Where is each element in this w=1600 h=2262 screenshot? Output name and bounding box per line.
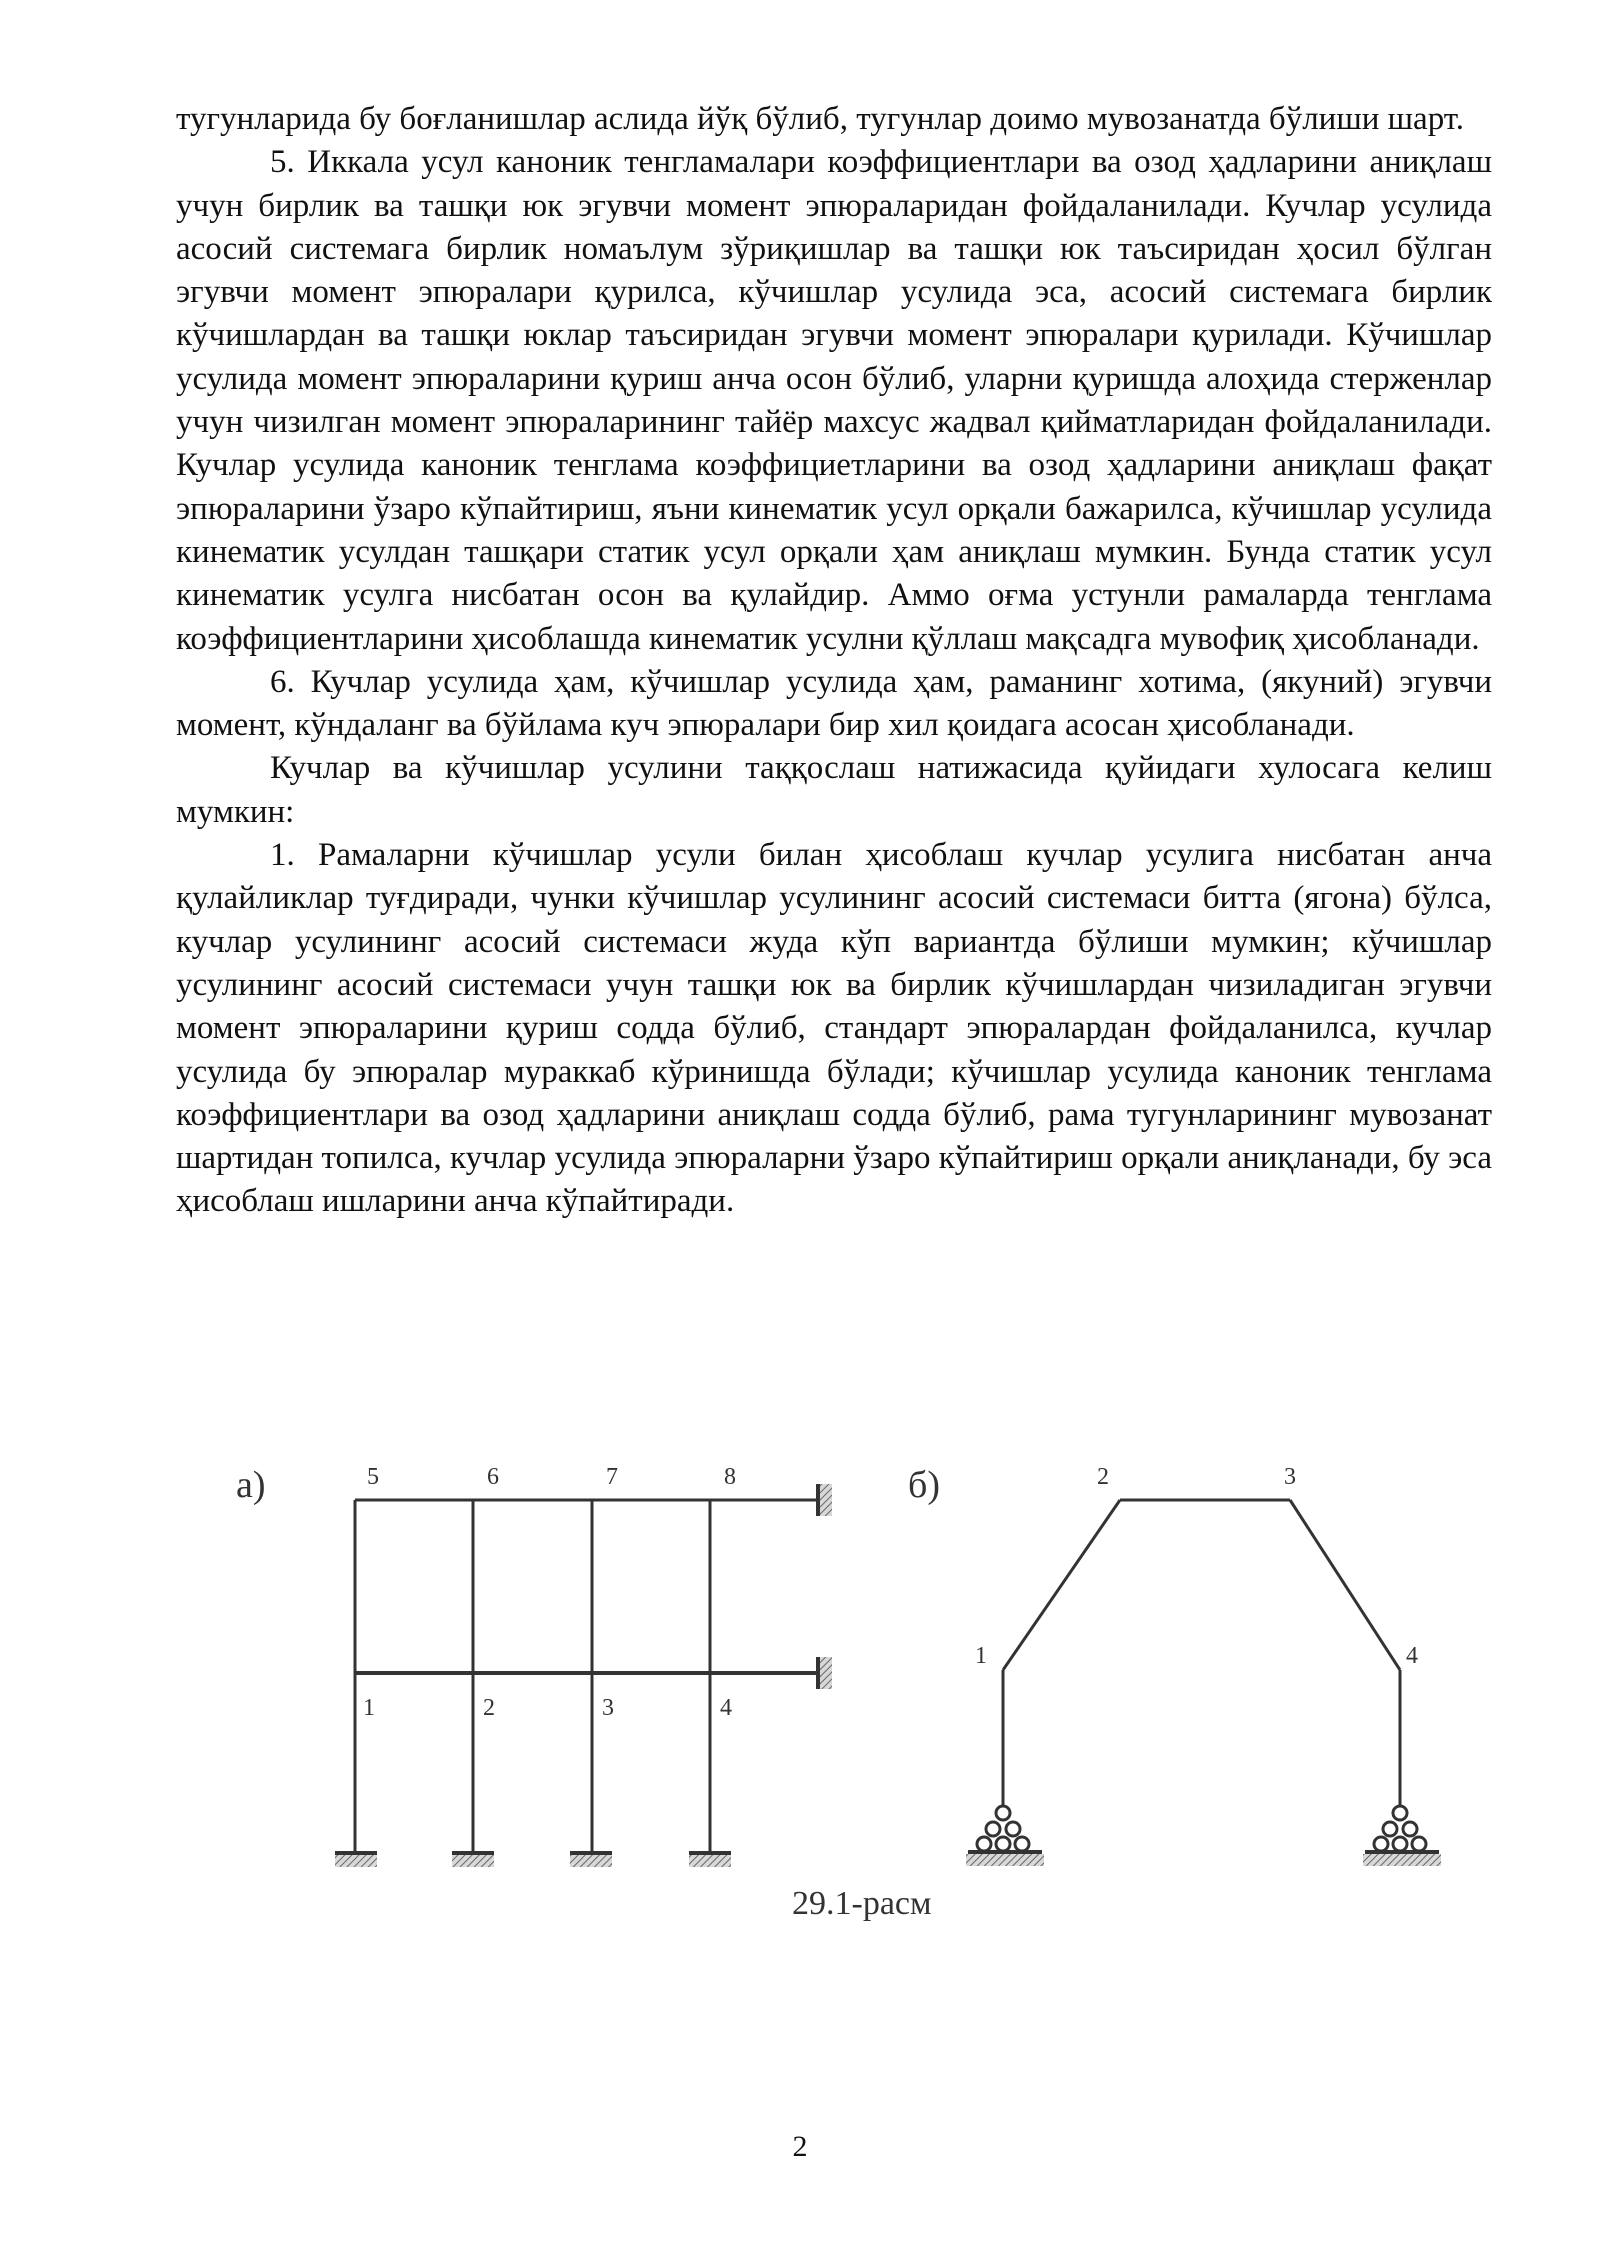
paragraph: 6. Кучлар усулида ҳам, кўчишлар усулида ҳам, раманинг хотима, (якуний) эгувчи момент, кўндаланг ва бўйлама куч эпюралари бир хил қоидага асосан ҳисобланади. [176, 663, 1492, 744]
node-label: 1 [363, 1695, 375, 1721]
frame-b [968, 1500, 1439, 1852]
node-label: 5 [367, 1464, 379, 1490]
label-a: а) [236, 1464, 266, 1506]
node-label: 2 [1097, 1464, 1109, 1490]
frame-a [335, 1484, 818, 1853]
right-rafter [1290, 1500, 1400, 1670]
paragraph: 5. Иккала усул каноник тенгламалари коэффициентлари ва озод ҳадларини аниқлаш учун бирлик ва ташқи юк эгувчи момент эпюраларидан фойдаланилади. Кучлар усулида асосий системага бирлик номаълум зўриқишлар ва ташқи юк таъсиридан ҳосил бўлган эгувчи момент эпюралари қурилса, кўчишлар усулида эса, асосий системага бирлик кўчишлардан ва ташқи юклар таъсиридан эгувчи момент эпюралари қурилади. Кўчишлар усулида момент эпюраларини қуриш анча осон бўлиб, уларни қуришда алоҳида стерженлар учун чизилган момент эпюраларининг тайёр махсус жадвал қийматларидан фойдаланилади. Кучлар усулида каноник тенглама коэффициетларини ва озод ҳадларини аниқлаш фақат эпюраларини ўзаро кўпайтириш, яъни кинематик усул орқали бажарилса, кўчишлар усулида кинематик усулдан ташқари статик усул орқали ҳам аниқлаш мумкин. Бунда статик усул кинематик усулга нисбатан осон ва қулайдир. Аммо оғма устунли рамаларда тенглама коэффициентларини ҳисоблашда кинематик усулни қўллаш мақсадга мувофиқ ҳисобланади. [176, 144, 1492, 657]
frame-b-node-labels [975, 1464, 1418, 1669]
node-label: 1 [975, 1643, 987, 1669]
pinned-support-left [968, 1806, 1042, 1852]
paragraph: Кучлар ва кўчишлар усулини таққослаш натижасида қуйидаги хулосага келиш мумкин: [176, 750, 1492, 830]
left-rafter [1003, 1500, 1120, 1670]
node-label: 6 [487, 1464, 499, 1490]
frame-a-hatching [335, 1484, 832, 1867]
page-number: 2 [792, 2130, 808, 2163]
node-label: 8 [724, 1464, 736, 1490]
node-label: 4 [1406, 1643, 1418, 1669]
frame-a-node-labels [363, 1464, 736, 1721]
node-label: 7 [606, 1464, 618, 1490]
node-label: 2 [483, 1695, 495, 1721]
node-label: 3 [602, 1695, 614, 1721]
paragraph: тугунларида бу боғланишлар аслида йўқ бўлиб, тугунлар доимо мувозанатда бўлиши шарт. [176, 101, 1464, 137]
paragraph: 1. Рамаларни кўчишлар усули билан ҳисоблаш кучлар усулига нисбатан анча қулайликлар туғдиради, чунки кўчишлар усулининг асосий системаси битта (ягона) бўлса, кучлар усулининг асосий системаси жуда кўп вариантда бўлиши мумкин; кўчишлар усулининг асосий системаси учун ташқи юк ва бирлик кўчишлардан чизиладиган эгувчи момент эпюраларини қуриш содда бўлиб, стандарт эпюралардан фойдаланилса, кучлар усулида бу эпюралар мураккаб кўринишда бўлади; кўчишлар усулида каноник тенглама коэффициентлари ва озод ҳадларини аниқлаш содда бўлиб, рама тугунларининг мувозанат шартидан топилса, кучлар усулида эпюраларни ўзаро кўпайтириш орқали аниқланади, бу эса ҳисоблаш ишларини анча кўпайтиради. [176, 837, 1492, 1220]
label-b: б) [908, 1464, 940, 1506]
frame-b-hatching [966, 1854, 1441, 1866]
node-label: 3 [1284, 1464, 1296, 1490]
pinned-support-right [1365, 1806, 1439, 1852]
node-label: 4 [720, 1695, 732, 1721]
figure-caption: 29.1-расм [792, 1885, 932, 1922]
